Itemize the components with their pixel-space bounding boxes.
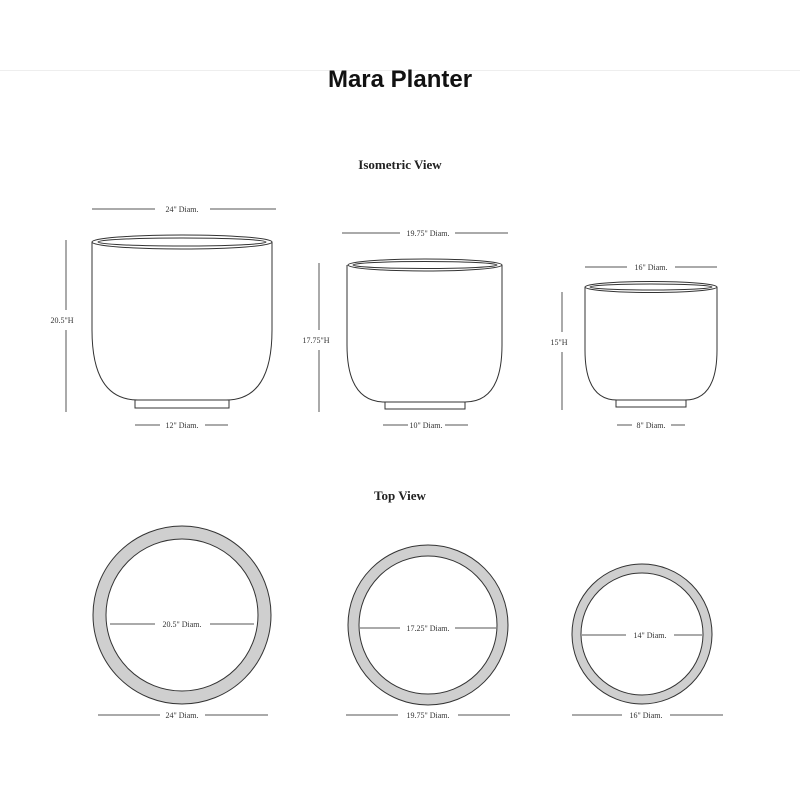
isometric-planter-large xyxy=(66,209,276,425)
top-diameter-label: 16" Diam. xyxy=(634,263,668,272)
ring-inner xyxy=(106,539,258,691)
height-label: 15"H xyxy=(550,338,568,347)
inner-diameter-label: 20.5" Diam. xyxy=(162,620,202,629)
height-label: 20.5"H xyxy=(50,316,74,325)
top-diameter-label: 24" Diam. xyxy=(165,205,199,214)
planter-body xyxy=(585,287,717,400)
planter-body xyxy=(347,265,502,402)
isometric-planter-small xyxy=(562,267,717,425)
planter-rim-inner xyxy=(590,284,712,290)
outer-diameter-label: 24" Diam. xyxy=(165,711,199,720)
planter-body xyxy=(92,242,272,400)
inner-diameter-label: 14" Diam. xyxy=(633,631,667,640)
top-view-heading: Top View xyxy=(374,488,426,503)
planter-foot xyxy=(616,400,686,407)
isometric-planter-medium xyxy=(319,233,508,425)
planter-rim-outer xyxy=(348,259,502,271)
outer-diameter-label: 19.75" Diam. xyxy=(406,711,450,720)
base-diameter-label: 12" Diam. xyxy=(165,421,199,430)
page-title: Mara Planter xyxy=(327,66,473,93)
top-diameter-label: 19.75" Diam. xyxy=(406,229,450,238)
outer-diameter-label: 16" Diam. xyxy=(629,711,663,720)
height-label: 17.75"H xyxy=(302,336,330,345)
inner-diameter-label: 17.25" Diam. xyxy=(406,624,450,633)
planter-rim-outer xyxy=(92,235,272,249)
planter-rim-inner xyxy=(98,238,266,246)
planter-rim-outer xyxy=(585,282,717,293)
planter-foot xyxy=(135,400,229,408)
planter-foot xyxy=(385,402,465,409)
base-diameter-label: 8" Diam. xyxy=(636,421,666,430)
planter-rim-inner xyxy=(353,262,497,269)
isometric-view-heading: Isometric View xyxy=(358,157,442,172)
base-diameter-label: 10" Diam. xyxy=(409,421,443,430)
